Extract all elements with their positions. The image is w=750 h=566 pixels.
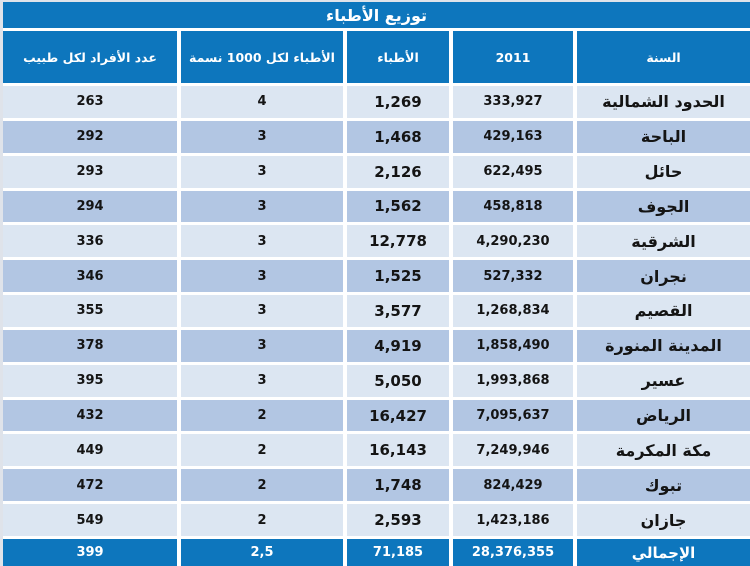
- cell-region: المدينة المنورة: [577, 330, 750, 362]
- column-header-per1000: الأطباء لكل 1000 نسمة: [181, 31, 343, 83]
- cell-doctors: 1,468: [347, 121, 449, 153]
- table-row: [3, 295, 750, 327]
- cell-region: جازان: [577, 504, 750, 536]
- cell-population: 7,249,946: [453, 434, 573, 466]
- cell-per_doctor: 292: [3, 121, 177, 153]
- cell-doctors: 16,143: [347, 434, 449, 466]
- cell-population: 1,423,186: [453, 504, 573, 536]
- column-header-region: السنة: [577, 31, 750, 83]
- cell-population: 4,290,230: [453, 225, 573, 257]
- cell-population: 1,858,490: [453, 330, 573, 362]
- table-row: [3, 86, 750, 118]
- cell-population: 429,163: [453, 121, 573, 153]
- cell-per1000: 3: [181, 365, 343, 397]
- cell-region: الحدود الشمالية: [577, 86, 750, 118]
- table-body: [3, 86, 750, 536]
- cell-population: 1,268,834: [453, 295, 573, 327]
- total-cell-per1000: 2,5: [181, 539, 343, 566]
- cell-per1000: 3: [181, 191, 343, 223]
- table-total-row: [3, 539, 750, 566]
- cell-per1000: 2: [181, 504, 343, 536]
- cell-per1000: 3: [181, 295, 343, 327]
- cell-population: 333,927: [453, 86, 573, 118]
- cell-population: 527,332: [453, 260, 573, 292]
- total-cell-region: الإجمالي: [577, 539, 750, 566]
- cell-doctors: 1,525: [347, 260, 449, 292]
- cell-per_doctor: 346: [3, 260, 177, 292]
- cell-per_doctor: 449: [3, 434, 177, 466]
- cell-doctors: 1,748: [347, 469, 449, 501]
- cell-doctors: 16,427: [347, 400, 449, 432]
- total-cell-per_doctor: 399: [3, 539, 177, 566]
- cell-per_doctor: 395: [3, 365, 177, 397]
- cell-doctors: 4,919: [347, 330, 449, 362]
- cell-per_doctor: 472: [3, 469, 177, 501]
- cell-per_doctor: 549: [3, 504, 177, 536]
- table-row: [3, 504, 750, 536]
- cell-region: مكة المكرمة: [577, 434, 750, 466]
- cell-per1000: 3: [181, 225, 343, 257]
- cell-doctors: 2,593: [347, 504, 449, 536]
- cell-per1000: 4: [181, 86, 343, 118]
- table-row: [3, 434, 750, 466]
- cell-per1000: 3: [181, 121, 343, 153]
- cell-doctors: 12,778: [347, 225, 449, 257]
- cell-doctors: 5,050: [347, 365, 449, 397]
- cell-population: 622,495: [453, 156, 573, 188]
- cell-region: الشرقية: [577, 225, 750, 257]
- cell-doctors: 3,577: [347, 295, 449, 327]
- table-row: [3, 121, 750, 153]
- cell-region: عسير: [577, 365, 750, 397]
- table-row: [3, 469, 750, 501]
- table-header-row: [3, 31, 750, 83]
- cell-per1000: 3: [181, 156, 343, 188]
- table-row: [3, 330, 750, 362]
- table-row: [3, 225, 750, 257]
- cell-doctors: 1,562: [347, 191, 449, 223]
- cell-per_doctor: 336: [3, 225, 177, 257]
- cell-per_doctor: 355: [3, 295, 177, 327]
- cell-per1000: 3: [181, 330, 343, 362]
- cell-per_doctor: 263: [3, 86, 177, 118]
- cell-region: الرياض: [577, 400, 750, 432]
- cell-doctors: 2,126: [347, 156, 449, 188]
- cell-region: الباحة: [577, 121, 750, 153]
- table-row: [3, 400, 750, 432]
- cell-per1000: 2: [181, 400, 343, 432]
- cell-per1000: 3: [181, 260, 343, 292]
- cell-per_doctor: 293: [3, 156, 177, 188]
- cell-population: 824,429: [453, 469, 573, 501]
- column-header-doctors: الأطباء: [347, 31, 449, 83]
- table-row: [3, 191, 750, 223]
- total-cell-population: 28,376,355: [453, 539, 573, 566]
- cell-population: 7,095,637: [453, 400, 573, 432]
- column-header-population: 2011: [453, 31, 573, 83]
- table-row: [3, 365, 750, 397]
- cell-population: 1,993,868: [453, 365, 573, 397]
- cell-doctors: 1,269: [347, 86, 449, 118]
- table-row: [3, 156, 750, 188]
- cell-per_doctor: 378: [3, 330, 177, 362]
- table-title: توزيع الأطباء: [3, 2, 750, 28]
- cell-per_doctor: 294: [3, 191, 177, 223]
- cell-per1000: 2: [181, 469, 343, 501]
- table-row: [3, 260, 750, 292]
- cell-region: تبوك: [577, 469, 750, 501]
- cell-per_doctor: 432: [3, 400, 177, 432]
- cell-population: 458,818: [453, 191, 573, 223]
- total-cell-doctors: 71,185: [347, 539, 449, 566]
- cell-region: نجران: [577, 260, 750, 292]
- cell-region: حائل: [577, 156, 750, 188]
- cell-region: القصيم: [577, 295, 750, 327]
- cell-region: الجوف: [577, 191, 750, 223]
- column-header-per_doctor: عدد الأفراد لكل طبيب: [3, 31, 177, 83]
- cell-per1000: 2: [181, 434, 343, 466]
